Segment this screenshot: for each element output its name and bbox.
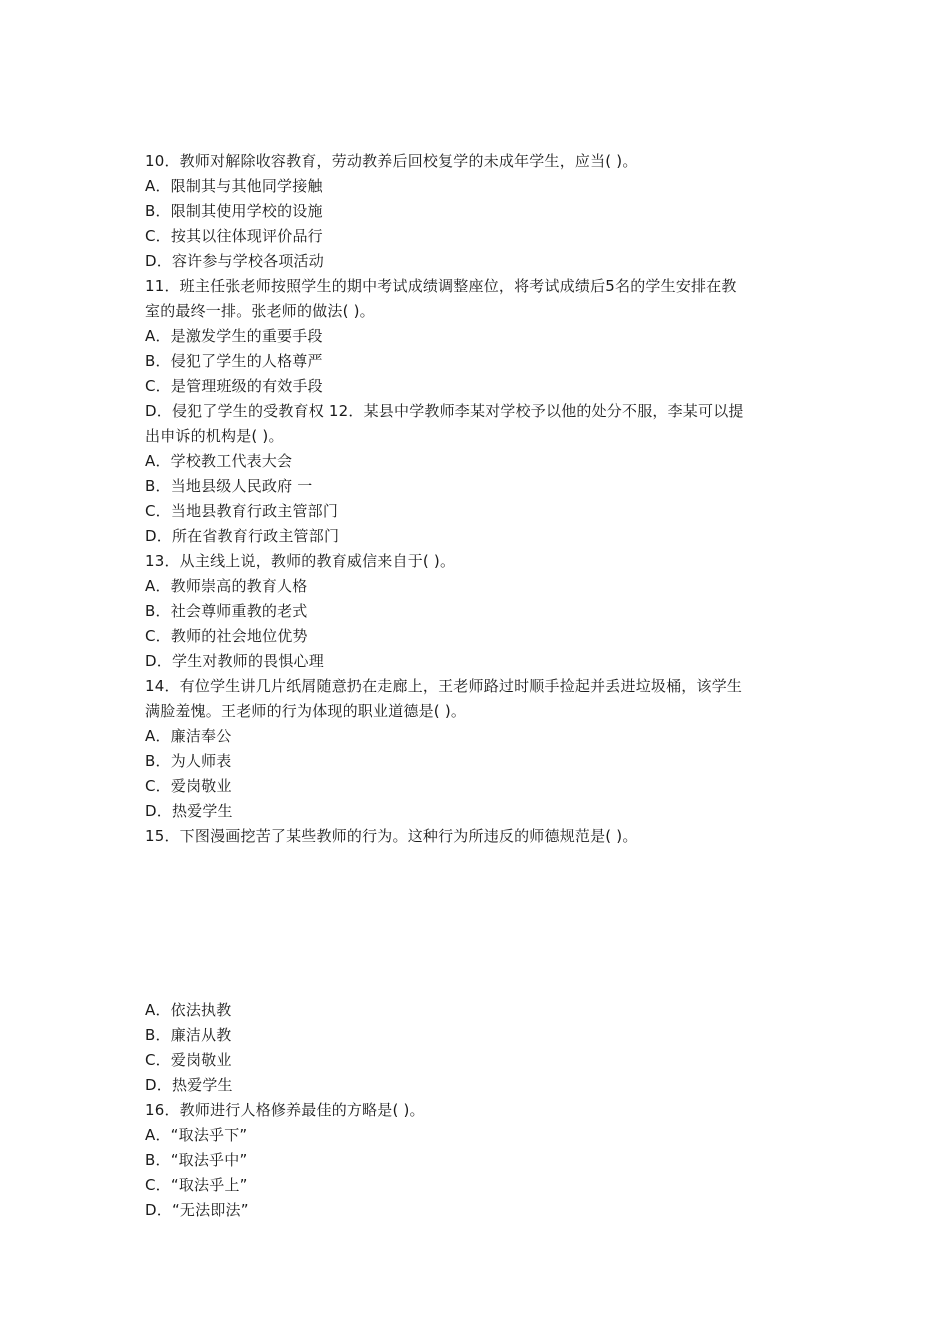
question-11-option-d-and-question-12-stem: D．侵犯了学生的受教育权 12．某县中学教师李某对学校予以他的处分不服，李某可以提: [145, 402, 744, 420]
question-15-stem: 15．下图漫画挖苦了某些教师的行为。这种行为所违反的师德规范是( )。: [145, 827, 638, 845]
question-11-stem-line-1: 11．班主任张老师按照学生的期中考试成绩调整座位，将考试成绩后5名的学生安排在教: [145, 277, 737, 295]
question-13-option-a: A．教师崇高的教育人格: [145, 577, 308, 595]
question-15-option-d: D．热爱学生: [145, 1076, 233, 1094]
question-14-option-c: C．爱岗敬业: [145, 777, 232, 795]
question-13-option-b: B．社会尊师重教的老式: [145, 602, 308, 620]
question-16-option-d: D．“无法即法”: [145, 1201, 249, 1219]
question-13-stem: 13．从主线上说，教师的教育威信来自于( )。: [145, 552, 456, 570]
question-15-option-b: B．廉洁从教: [145, 1026, 232, 1044]
question-12-stem-line-2: 出申诉的机构是( )。: [145, 427, 284, 445]
question-15-option-a: A．依法执教: [145, 1001, 232, 1019]
question-11-stem-line-2: 室的最终一排。张老师的做法( )。: [145, 302, 375, 320]
question-12-option-c: C．当地县教育行政主管部门: [145, 502, 339, 520]
question-12-option-b: B．当地县级人民政府 一: [145, 477, 313, 495]
question-13-option-c: C．教师的社会地位优势: [145, 627, 308, 645]
question-15-option-c: C．爱岗敬业: [145, 1051, 232, 1069]
question-10-option-a: A．限制其与其他同学接触: [145, 177, 323, 195]
question-16-stem: 16．教师进行人格修养最佳的方略是( )。: [145, 1101, 425, 1119]
question-11-option-a: A．是激发学生的重要手段: [145, 327, 323, 345]
question-11-option-c: C．是管理班级的有效手段: [145, 377, 323, 395]
question-10-option-d: D．容许参与学校各项活动: [145, 252, 324, 270]
question-14-option-d: D．热爱学生: [145, 802, 233, 820]
question-11-option-b: B．侵犯了学生的人格尊严: [145, 352, 323, 370]
question-12-option-a: A．学校教工代表大会: [145, 452, 293, 470]
question-16-option-c: C．“取法乎上”: [145, 1176, 248, 1194]
question-14-stem-line-2: 满脸羞愧。王老师的行为体现的职业道德是( )。: [145, 702, 467, 720]
question-12-option-d: D．所在省教育行政主管部门: [145, 527, 340, 545]
question-10-option-c: C．按其以往体现评价品行: [145, 227, 323, 245]
question-14-stem-line-1: 14．有位学生讲几片纸屑随意扔在走廊上，王老师路过时顺手捡起并丢进垃圾桶，该学生: [145, 677, 743, 695]
question-13-option-d: D．学生对教师的畏惧心理: [145, 652, 324, 670]
question-16-option-a: A．“取法乎下”: [145, 1126, 248, 1144]
question-10-stem: 10．教师对解除收容教育，劳动教养后回校复学的未成年学生，应当( )。: [145, 152, 638, 170]
question-14-option-b: B．为人师表: [145, 752, 232, 770]
question-16-option-b: B．“取法乎中”: [145, 1151, 248, 1169]
question-10-option-b: B．限制其使用学校的设施: [145, 202, 323, 220]
question-14-option-a: A．廉洁奉公: [145, 727, 232, 745]
